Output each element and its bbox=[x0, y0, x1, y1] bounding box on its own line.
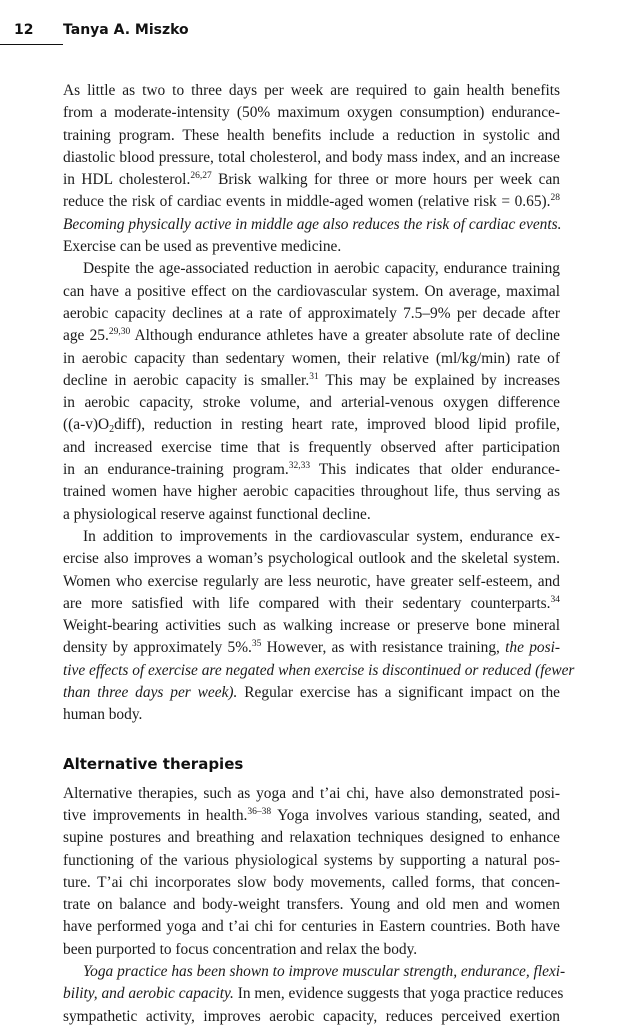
page-number: 12 bbox=[14, 22, 34, 38]
text-line: have performed yoga and t’ai chi for centuries in Eastern countries. Both have bbox=[63, 918, 560, 936]
citation-superscript: 28 bbox=[550, 193, 560, 204]
italic-emphasis: the posi- bbox=[505, 639, 560, 657]
text-line: tive improvements in health.$^{36-38}$ Yoga involves various standing, seated, and bbox=[63, 806, 560, 824]
text-line: in an endurance-training program.$^{32,33}$ This indicates that older endurance- bbox=[63, 461, 560, 479]
italic-emphasis: Becoming physically active in middle age also reduces the risk of cardiac events. bbox=[63, 215, 562, 233]
italic-emphasis: bility, and aerobic capacity. bbox=[63, 985, 234, 1003]
citation-superscript: 36–38 bbox=[247, 806, 272, 817]
citation-superscript: 31 bbox=[309, 371, 319, 382]
paragraph-psychological-skeletal bbox=[63, 526, 575, 727]
text-line: in HDL cholesterol.$^{26,27}$ Brisk walking for three or more hours per week can bbox=[63, 171, 560, 189]
text-line: aerobic capacity declines at a rate of approximately 7.5–9% per decade after bbox=[63, 304, 560, 322]
citation-superscript: 34 bbox=[550, 594, 560, 605]
text-line: Women who exercise regularly are less neurotic, have greater self-esteem, and bbox=[63, 572, 560, 590]
text-line: Despite the age-associated reduction in aerobic capacity, endurance training bbox=[83, 260, 560, 278]
text-line: been purported to focus concentration and relax the body. bbox=[63, 940, 418, 958]
text-line: in aerobic capacity than sedentary women, their relative (ml/kg/min) rate of bbox=[63, 349, 560, 367]
text-line: trained women have higher aerobic capacities throughout life, thus serving as bbox=[63, 483, 560, 501]
running-head-author: Tanya A. Miszko bbox=[63, 22, 189, 38]
text-line: As little as two to three days per week are required to gain health benefits bbox=[63, 82, 560, 99]
citation-superscript: 26,27 bbox=[190, 171, 212, 182]
text-line: bility, and aerobic capacity. In men, evidence suggests that yoga practice reduces bbox=[63, 985, 564, 1003]
paragraph-endurance-benefits bbox=[63, 80, 560, 258]
citation-superscript: 32,33 bbox=[288, 461, 311, 472]
italic-emphasis: Yoga practice has been shown to improve muscular strength, endurance, flexi- bbox=[83, 962, 566, 980]
text-line: supine postures and breathing and relaxation techniques designed to enhance bbox=[63, 829, 560, 847]
text-line: Weight-bearing activities such as walking increase or preserve bone mineral bbox=[63, 617, 560, 635]
text-line: and increased exercise time that is frequently observed after participation bbox=[63, 438, 560, 456]
italic-emphasis: tive effects of exercise are negated when exercise is discontinued or reduced (fewer bbox=[63, 661, 575, 679]
text-line: age 25.$^{29,30}$ Although endurance athletes have a greater absolute rate of decline bbox=[63, 327, 560, 345]
text-line bbox=[63, 660, 575, 682]
text-line: training program. These health benefits include a reduction in systolic and bbox=[63, 126, 560, 144]
text-line: are more satisfied with life compared with their sedentary counterparts.$^{34}$ bbox=[63, 594, 560, 612]
text-line bbox=[63, 961, 566, 983]
text-line: than three days per week). Regular exercise has a significant impact on the bbox=[63, 684, 560, 702]
header-rule bbox=[0, 44, 63, 45]
text-line: human body. bbox=[63, 706, 143, 724]
text-line bbox=[63, 214, 560, 236]
italic-emphasis: than three days per week). bbox=[63, 684, 238, 702]
text-line: a physiological reserve against functional decline. bbox=[63, 505, 371, 523]
text-line: sympathetic activity, improves aerobic capacity, reduces perceived exertion bbox=[63, 1007, 560, 1025]
section-heading: Alternative therapies bbox=[63, 754, 244, 773]
text-line: ture. T’ai chi incorporates slow body movements, called forms, that concen- bbox=[63, 873, 560, 891]
text-line: from a moderate-intensity (50% maximum oxygen consumption) endurance- bbox=[63, 104, 560, 122]
text-line: decline in aerobic capacity is smaller.$^{31}$ This may be explained by increases bbox=[63, 371, 561, 389]
citation-superscript: 35 bbox=[251, 639, 262, 650]
text-line: $((a-v)O_2diff)$, reduction in resting heart rate, improved blood lipid profile, bbox=[63, 416, 560, 436]
citation-superscript: 29,30 bbox=[108, 327, 131, 338]
text-line: In addition to improvements in the cardiovascular system, endurance ex- bbox=[83, 527, 560, 545]
text-line: diastolic blood pressure, total cholesterol, and body mass index, and an increase bbox=[63, 148, 560, 166]
body-text bbox=[63, 80, 575, 1028]
text-line: functioning of the various physiological systems by supporting a natural pos- bbox=[63, 851, 560, 869]
text-line: Exercise can be used as preventive medicine. bbox=[63, 238, 342, 256]
text-line: can have a positive effect on the cardiovascular system. On average, maximal bbox=[63, 282, 560, 300]
text-line: Alternative therapies, such as yoga and t’ai chi, have also demonstrated posi- bbox=[63, 784, 560, 802]
text-line: density by approximately 5%.$^{35}$ However, as with resistance training, the posi- bbox=[63, 639, 560, 657]
paragraph-aerobic-capacity bbox=[63, 258, 560, 526]
text-line: ercise also improves a woman’s psychological outlook and the skeletal system. bbox=[63, 550, 560, 568]
text-line: reduce the risk of cardiac events in middle-aged women (relative risk = 0.65).$^{28}$ bbox=[63, 193, 560, 211]
text-line: trate on balance and body-weight transfers. Young and old men and women bbox=[63, 896, 560, 914]
paragraph-yoga-practice bbox=[63, 961, 566, 1028]
text-line: in aerobic capacity, stroke volume, and arterial-venous oxygen difference bbox=[63, 394, 560, 412]
paragraph-alternative-therapies bbox=[63, 783, 560, 961]
subscript: 2 bbox=[109, 424, 115, 436]
